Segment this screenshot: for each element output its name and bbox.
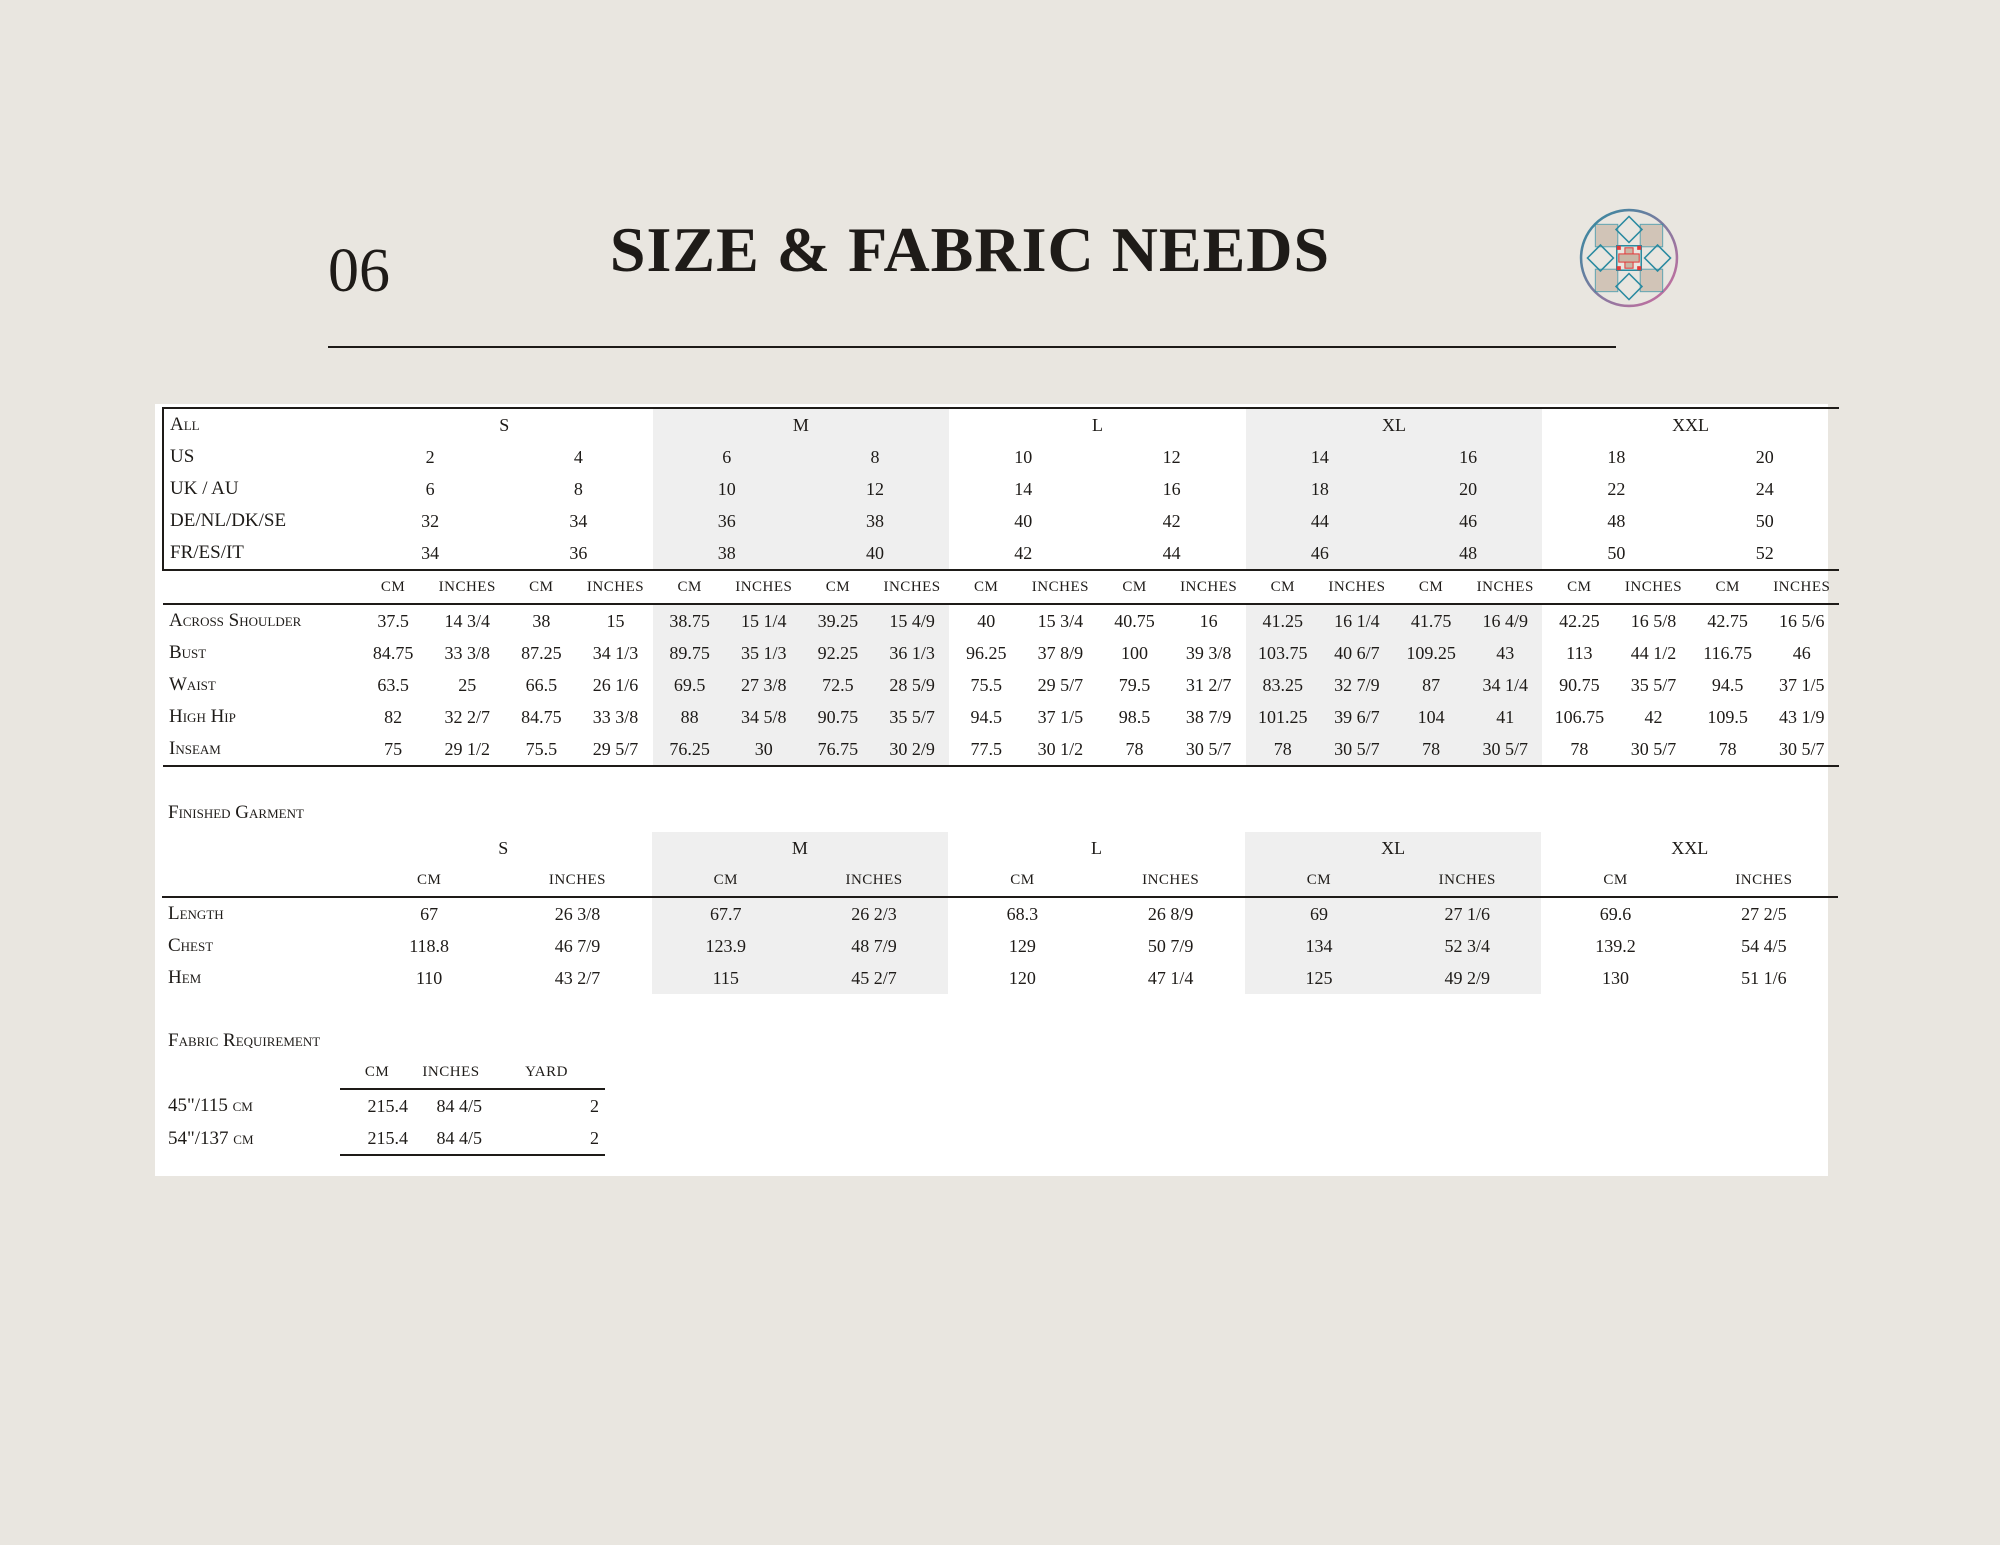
table-cell: 67 — [420, 903, 439, 924]
table-cell: 215.4 — [340, 1122, 414, 1155]
table-cell: 106.75 — [1554, 706, 1605, 727]
table-cell: 22 — [1607, 478, 1626, 499]
table-cell: 42.75 — [1707, 610, 1748, 631]
table-cell: 29 1/2 — [430, 733, 504, 766]
table-cell: 78 — [1542, 733, 1616, 766]
table-cell: 118.8 — [409, 935, 450, 956]
unit-header: CM — [948, 864, 1096, 897]
table-cell: 69.6 — [1599, 903, 1632, 924]
table-cell: 18 — [1607, 446, 1626, 467]
table-cell: 76.75 — [801, 733, 875, 766]
table-cell: 78 — [1097, 733, 1171, 766]
table-cell: 33 3/8 — [444, 642, 490, 663]
table-cell: 16 — [1394, 441, 1542, 473]
table-cell: 38.75 — [653, 604, 727, 637]
table-cell: 43 — [1468, 637, 1542, 669]
table-cell: 68.3 — [1006, 903, 1039, 924]
unit-header: INCHES — [578, 570, 652, 604]
table-row — [163, 604, 1839, 637]
table-cell: 2 — [488, 1122, 605, 1155]
unit-header: INCHES — [1765, 570, 1839, 604]
table-cell: 50 7/9 — [1147, 935, 1194, 956]
unit-header: INCHES — [1097, 864, 1245, 897]
table-cell: 84.75 — [372, 642, 414, 663]
unit-header: CM — [1246, 570, 1320, 604]
unit-header: INCHES — [1468, 570, 1542, 604]
size-header-row — [163, 408, 1839, 441]
unit-header: CM — [949, 570, 1023, 604]
table-cell: 26 1/6 — [592, 674, 639, 695]
size-header: XL — [1246, 408, 1543, 441]
size-header: XXL — [1542, 408, 1839, 441]
table-cell: 43 1/9 — [1779, 706, 1825, 727]
page-title: SIZE & FABRIC NEEDS — [609, 214, 1331, 285]
table-cell: 30 2/9 — [875, 733, 949, 766]
table-cell: 116.75 — [1703, 642, 1753, 663]
table-cell: 29 5/7 — [1037, 674, 1084, 695]
size-header: S — [356, 408, 653, 441]
table-cell: 34 — [356, 537, 504, 570]
table-cell: 46 — [1394, 505, 1542, 537]
table-cell: 42 — [1162, 510, 1181, 531]
table-cell: 40 — [1014, 510, 1033, 531]
table-cell: 15 4/9 — [875, 604, 949, 637]
unit-header: CM — [1542, 570, 1616, 604]
row-label: Hem — [168, 967, 202, 988]
table-row — [163, 669, 1839, 701]
unit-header: CM — [1097, 570, 1171, 604]
table-cell: 40.75 — [1114, 610, 1155, 631]
table-cell: 52 3/4 — [1393, 930, 1541, 962]
region-row — [163, 473, 1839, 505]
unit-header: INCHES — [1690, 864, 1838, 897]
table-row — [162, 930, 1838, 962]
table-cell: 30 5/7 — [1616, 733, 1690, 766]
table-cell: 78 — [1394, 733, 1468, 766]
table-cell: 67.7 — [652, 897, 800, 930]
table-cell: 12 — [801, 473, 949, 505]
size-chart-sheet — [155, 404, 1831, 1176]
table-cell: 42 — [1644, 706, 1663, 727]
table-cell: 38 7/9 — [1185, 706, 1232, 727]
table-cell: 30 — [727, 733, 801, 766]
table-cell: 33 3/8 — [592, 706, 639, 727]
unit-header: CM — [504, 570, 578, 604]
table-cell: 115 — [652, 962, 800, 994]
table-cell: 44 1/2 — [1630, 642, 1677, 663]
table-cell: 42 — [949, 537, 1097, 570]
table-cell: 36 — [504, 537, 652, 570]
table-cell: 27 3/8 — [727, 669, 801, 701]
table-cell: 38 — [532, 610, 551, 631]
row-label: UK / AU — [163, 473, 356, 505]
table-cell: 42.25 — [1559, 610, 1600, 631]
unit-header: CM — [355, 864, 503, 897]
table-cell: 30 5/7 — [1320, 733, 1394, 766]
finished-garment-title: Finished Garment — [168, 802, 304, 823]
row-label: Chest — [168, 935, 214, 956]
unit-header: INCHES — [1320, 570, 1394, 604]
unit-row — [162, 864, 1838, 897]
table-cell: 75.5 — [970, 674, 1002, 695]
table-cell: 46 — [1246, 537, 1394, 570]
table-cell: 27 2/5 — [1741, 903, 1787, 924]
table-cell: 90.75 — [1559, 674, 1600, 695]
region-row — [163, 441, 1839, 473]
row-label: DE/NL/DK/SE — [163, 505, 356, 537]
table-cell: 98.5 — [1118, 706, 1151, 727]
table-cell: 39.25 — [801, 604, 875, 637]
table-cell: 52 — [1691, 537, 1839, 570]
unit-header: INCHES — [800, 864, 948, 897]
finished-garment-table — [162, 832, 1838, 994]
table-cell: 37 8/9 — [1037, 642, 1084, 663]
unit-header: CM — [653, 570, 727, 604]
table-cell: 26 8/9 — [1147, 903, 1194, 924]
table-cell: 43 2/7 — [554, 967, 601, 988]
table-cell: 31 2/7 — [1185, 674, 1232, 695]
table-row — [162, 897, 1838, 930]
table-cell: 82 — [384, 706, 403, 727]
table-cell: 104 — [1394, 701, 1468, 733]
table-cell: 6 — [653, 441, 801, 473]
table-cell: 37 1/5 — [1037, 706, 1084, 727]
row-label: US — [163, 441, 356, 473]
table-cell: 38 — [653, 537, 801, 570]
table-cell: 78 — [1691, 733, 1765, 766]
size-header: L — [949, 408, 1246, 441]
table-cell: 46 — [1792, 642, 1811, 663]
table-cell: 139.2 — [1595, 935, 1636, 956]
table-cell: 50 — [1755, 510, 1774, 531]
table-cell: 39 3/8 — [1185, 642, 1232, 663]
row-label: Bust — [169, 642, 207, 663]
table-cell: 6 — [425, 478, 435, 499]
table-cell: 100 — [1121, 642, 1148, 663]
table-cell: 96.25 — [965, 642, 1007, 663]
table-cell: 37.5 — [377, 610, 409, 631]
region-row — [163, 505, 1839, 537]
table-cell: 16 1/4 — [1320, 604, 1394, 637]
table-cell: 123.9 — [652, 930, 800, 962]
table-row — [163, 733, 1839, 766]
body-measurements-table — [162, 407, 1839, 767]
table-cell: 14 3/4 — [444, 610, 490, 631]
size-header: M — [652, 832, 949, 864]
size-header: S — [498, 837, 509, 858]
unit-header: CM — [356, 570, 430, 604]
table-cell: 26 3/8 — [554, 903, 601, 924]
table-cell: 75 — [356, 733, 430, 766]
unit-row — [162, 1056, 605, 1089]
table-cell: 38 — [801, 505, 949, 537]
table-cell: 129 — [1008, 935, 1036, 956]
table-cell: 2 — [425, 446, 435, 467]
unit-header: INCHES — [1393, 864, 1541, 897]
row-label: Across Shoulder — [169, 610, 302, 631]
table-row — [163, 701, 1839, 733]
table-cell: 76.25 — [653, 733, 727, 766]
table-cell: 44 — [1097, 537, 1245, 570]
table-row — [162, 1089, 605, 1122]
table-cell: 20 — [1755, 446, 1774, 467]
table-cell: 35 5/7 — [1630, 674, 1677, 695]
table-row — [162, 1122, 605, 1155]
table-cell: 75.5 — [504, 733, 578, 766]
table-cell: 92.25 — [801, 637, 875, 669]
table-cell: 84 4/5 — [414, 1122, 488, 1155]
table-cell: 215.4 — [367, 1095, 408, 1116]
fabric-requirement-table — [162, 1056, 605, 1156]
unit-row — [163, 570, 1839, 604]
table-cell: 12 — [1162, 446, 1181, 467]
table-cell: 20 — [1394, 473, 1542, 505]
table-cell: 84 4/5 — [436, 1095, 482, 1116]
table-cell: 103.75 — [1246, 637, 1320, 669]
size-header: XL — [1245, 832, 1542, 864]
unit-header: INCHES — [503, 864, 651, 897]
table-cell: 48 — [1394, 537, 1542, 570]
table-cell: 46 7/9 — [554, 935, 601, 956]
unit-header: CM — [1541, 864, 1689, 897]
table-cell: 44 — [1246, 505, 1394, 537]
unit-header: CM — [1691, 570, 1765, 604]
table-cell: 16 5/8 — [1630, 610, 1677, 631]
table-cell: 24 — [1755, 478, 1774, 499]
row-label: FR/ES/IT — [163, 537, 356, 570]
table-cell: 72.5 — [801, 669, 875, 701]
size-header: XXL — [1671, 837, 1709, 858]
size-header-row — [162, 832, 1838, 864]
unit-header: YARD — [488, 1056, 605, 1089]
row-label: 45"/115 cm — [168, 1094, 253, 1116]
table-cell: 51 1/6 — [1741, 967, 1787, 988]
table-cell: 134 — [1245, 930, 1393, 962]
table-cell: 77.5 — [949, 733, 1023, 766]
table-cell: 45 2/7 — [800, 962, 948, 994]
table-cell: 16 5/6 — [1779, 610, 1825, 631]
table-cell: 32 7/9 — [1320, 669, 1394, 701]
table-cell: 94.5 — [1711, 674, 1744, 695]
table-cell: 36 — [653, 505, 801, 537]
table-cell: 48 — [1607, 510, 1626, 531]
table-cell: 69 — [1245, 897, 1393, 930]
region-row — [163, 537, 1839, 570]
table-cell: 16 4/9 — [1468, 604, 1542, 637]
table-cell: 15 3/4 — [1037, 610, 1084, 631]
table-cell: 79.5 — [1118, 674, 1151, 695]
table-cell: 18 — [1246, 473, 1394, 505]
table-cell: 16 — [1162, 478, 1181, 499]
table-cell: 14 — [1014, 478, 1033, 499]
unit-header: CM — [1394, 570, 1468, 604]
table-cell: 87.25 — [521, 642, 562, 663]
table-cell: 26 2/3 — [800, 897, 948, 930]
row-label: High Hip — [169, 706, 236, 727]
table-cell: 39 6/7 — [1320, 701, 1394, 733]
row-label — [162, 864, 355, 897]
table-cell: 69.5 — [653, 669, 727, 701]
table-cell: 66.5 — [525, 674, 558, 695]
table-cell: 54 4/5 — [1741, 935, 1787, 956]
table-cell: 14 — [1246, 441, 1394, 473]
table-cell: 63.5 — [377, 674, 409, 695]
unit-header: INCHES — [1023, 570, 1097, 604]
unit-header: CM — [801, 570, 875, 604]
table-cell: 15 — [606, 610, 625, 631]
table-cell: 34 5/8 — [727, 701, 801, 733]
unit-header: INCHES — [875, 570, 949, 604]
unit-header: CM — [340, 1056, 414, 1089]
table-cell: 35 1/3 — [727, 637, 801, 669]
row-label: Waist — [169, 674, 216, 695]
table-cell: 48 7/9 — [800, 930, 948, 962]
emblem-icon — [1578, 207, 1680, 309]
table-cell: 10 — [653, 473, 801, 505]
table-cell: 49 2/9 — [1393, 962, 1541, 994]
unit-header: CM — [1245, 864, 1393, 897]
row-label — [163, 570, 356, 604]
fabric-requirement-title: Fabric Requirement — [168, 1030, 321, 1051]
table-cell: 32 — [421, 510, 440, 531]
table-cell: 10 — [1014, 446, 1033, 467]
table-cell: 109.25 — [1394, 637, 1468, 669]
unit-header: INCHES — [1616, 570, 1690, 604]
table-cell: 120 — [1008, 967, 1036, 988]
table-cell: 30 5/7 — [1765, 733, 1839, 766]
table-cell: 41.25 — [1246, 604, 1320, 637]
table-row — [163, 637, 1839, 669]
table-cell: 130 — [1602, 967, 1630, 988]
unit-header: CM — [652, 864, 800, 897]
table-cell: 41 — [1468, 701, 1542, 733]
table-row — [162, 962, 1838, 994]
table-cell: 30 1/2 — [1023, 733, 1097, 766]
table-cell: 34 — [569, 510, 588, 531]
table-cell: 87 — [1394, 669, 1468, 701]
table-cell: 40 — [801, 537, 949, 570]
table-cell: 36 1/3 — [875, 637, 949, 669]
row-label: 54"/137 cm — [168, 1127, 254, 1149]
table-cell: 37 1/5 — [1779, 674, 1825, 695]
table-cell: 109.5 — [1707, 706, 1748, 727]
table-cell: 89.75 — [653, 637, 727, 669]
table-cell: 40 6/7 — [1320, 637, 1394, 669]
size-header: M — [653, 408, 950, 441]
unit-header: INCHES — [430, 570, 504, 604]
table-cell: 2 — [590, 1095, 599, 1116]
table-cell: 30 5/7 — [1172, 733, 1246, 766]
table-cell: 8 — [573, 478, 583, 499]
title-divider — [328, 346, 1616, 348]
unit-header: INCHES — [1172, 570, 1246, 604]
row-label — [162, 832, 355, 864]
table-cell: 32 2/7 — [444, 706, 490, 727]
table-cell: 94.5 — [970, 706, 1002, 727]
table-cell: 34 1/3 — [592, 642, 639, 663]
unit-header: INCHES — [414, 1056, 488, 1089]
table-cell: 27 1/6 — [1393, 897, 1541, 930]
page-number: 06 — [328, 237, 390, 305]
table-cell: 8 — [801, 441, 949, 473]
table-cell: 16 — [1199, 610, 1218, 631]
table-cell: 28 5/9 — [875, 669, 949, 701]
row-label: All — [163, 408, 356, 441]
unit-header: INCHES — [727, 570, 801, 604]
table-cell: 40 — [977, 610, 996, 631]
table-cell: 35 5/7 — [875, 701, 949, 733]
table-cell: 125 — [1245, 962, 1393, 994]
row-label: Inseam — [163, 733, 356, 766]
table-cell: 90.75 — [801, 701, 875, 733]
row-label: Length — [168, 903, 224, 924]
table-cell: 25 — [458, 674, 477, 695]
table-cell: 50 — [1542, 537, 1690, 570]
table-cell: 4 — [573, 446, 583, 467]
row-label — [162, 1056, 340, 1089]
table-cell: 83.25 — [1246, 669, 1320, 701]
table-cell: 113 — [1566, 642, 1593, 663]
table-cell: 41.75 — [1394, 604, 1468, 637]
table-cell: 110 — [415, 967, 443, 988]
size-header: L — [1091, 837, 1103, 858]
table-cell: 29 5/7 — [578, 733, 652, 766]
table-cell: 78 — [1246, 733, 1320, 766]
table-cell: 34 1/4 — [1468, 669, 1542, 701]
table-cell: 47 1/4 — [1147, 967, 1194, 988]
table-cell: 84.75 — [521, 706, 562, 727]
table-cell: 30 5/7 — [1468, 733, 1542, 766]
table-cell: 101.25 — [1246, 701, 1320, 733]
table-cell: 15 1/4 — [727, 604, 801, 637]
table-cell: 88 — [653, 701, 727, 733]
